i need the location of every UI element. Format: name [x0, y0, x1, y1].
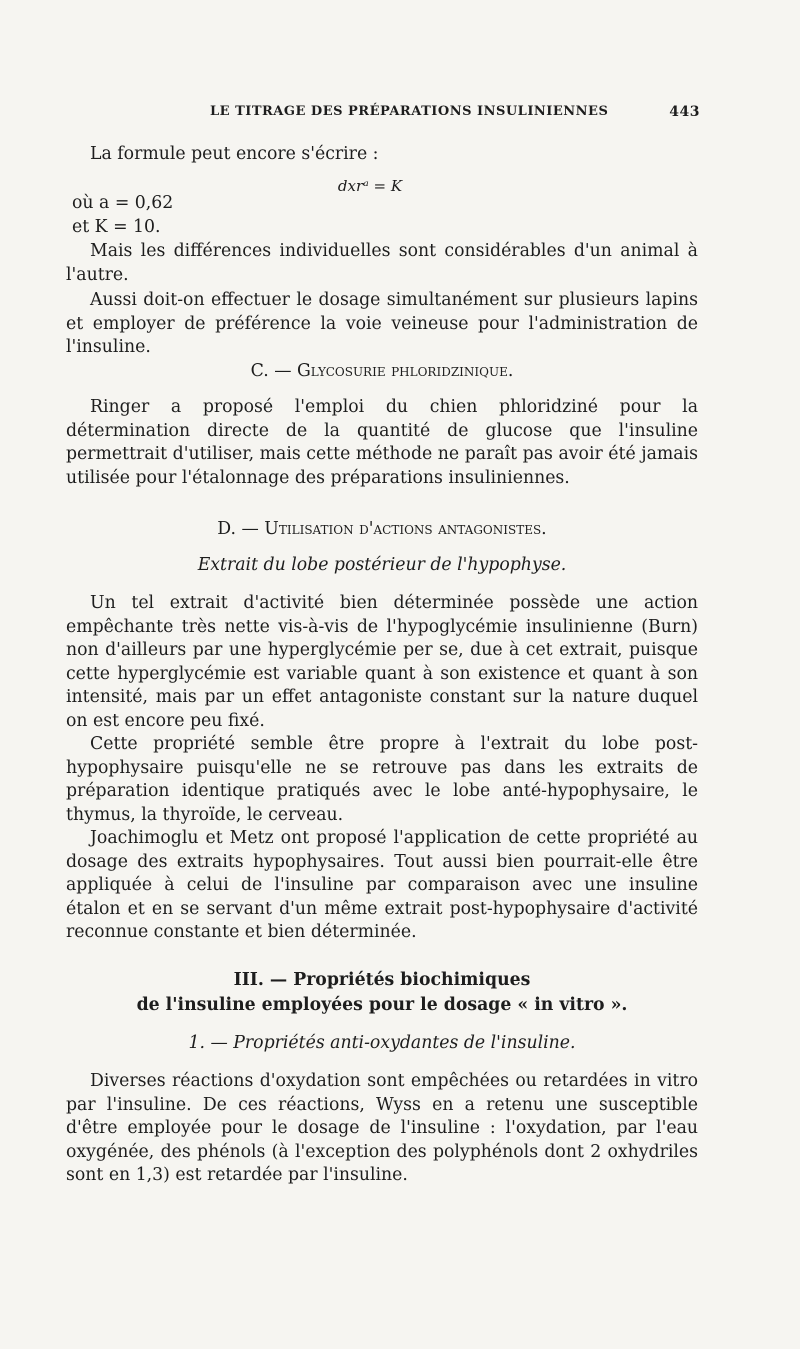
running-title: LE TITRAGE DES PRÉPARATIONS INSULINIENNES	[210, 104, 609, 119]
section-iii-heading-line2: de l'insuline employées pour le dosage « in vitro ».	[136, 995, 628, 1015]
formula-intro: La formule peut encore s'écrire :	[90, 144, 379, 164]
paragraph-individual-differences: Mais les différences individuelles sont considérables d'un animal à l'autre.	[66, 241, 698, 285]
section-d-paragraph-2: Cette propriété semble être propre à l'extrait du lobe post-hypophysaire puisqu'elle ne se retrouve pas dans les extraits de préparation identique pratiqués avec le lobe anté-hypophysaire, le thymus, la thyroïde, le cerveau.	[66, 734, 698, 825]
formula: dxrᵃ = K	[337, 177, 403, 195]
section-iii-heading-line1: III. — Propriétés biochimiques	[233, 970, 531, 990]
paragraph-dosage-rabbits: Aussi doit-on effectuer le dosage simultanément sur plusieurs lapins et employer de préférence la voie veineuse pour l'administration de l'insuline.	[66, 290, 698, 357]
section-d-paragraph-3: Joachimoglu et Metz ont proposé l'application de cette propriété au dosage des extraits hypophysaires. Tout aussi bien pourrait-elle être appliquée à celui de l'insuline par comparaison avec une insuline étalon et en se servant d'un même extrait post-hypophysaire d'activité reconnue constante et bien déterminée.	[66, 828, 698, 942]
section-iii-subheading: 1. — Propriétés anti-oxydantes de l'insuline.	[188, 1033, 576, 1053]
section-d-subheading: Extrait du lobe postérieur de l'hypophyse.	[197, 555, 567, 575]
section-d-paragraph-1: Un tel extrait d'activité bien déterminée possède une action empêchante très nette vis-à-vis de l'hypoglycémie insulinienne (Burn) non d'ailleurs par une hyperglycémie per se, due à cet extrait, puisque cette hyperglycémie est variable quant à son existence et quant à son intensité, mais par un effet antagoniste constant sur la nature duquel on est encore peu fixé.	[66, 593, 698, 731]
section-iii-paragraph: Diverses réactions d'oxydation sont empêchées ou retardées in vitro par l'insuline. De ces réactions, Wyss en a retenu une susceptible d'être employée pour le dosage de l'insuline : l'oxydation, par l'eau oxygénée, des phénols (à l'exception des polyphénols dont 2 oxhydriles sont en 1,3) est retardée par l'insuline.	[66, 1071, 698, 1185]
section-c-heading: C. — Glycosurie phloridzinique.	[250, 361, 514, 381]
running-header	[90, 104, 700, 128]
formula-where-a: où a = 0,62	[72, 193, 174, 213]
page-number: 443	[669, 104, 700, 120]
section-c-paragraph: Ringer a proposé l'emploi du chien phloridziné pour la détermination directe de la quantité de glucose que l'insuline permettrait d'utiliser, mais cette méthode ne paraît pas avoir été jamais utilisée pour l'étalonnage des préparations insuliniennes.	[66, 397, 698, 488]
section-d-heading: D. — Utilisation d'actions antagonistes.	[217, 519, 547, 539]
formula-and-k: et K = 10.	[72, 217, 161, 237]
